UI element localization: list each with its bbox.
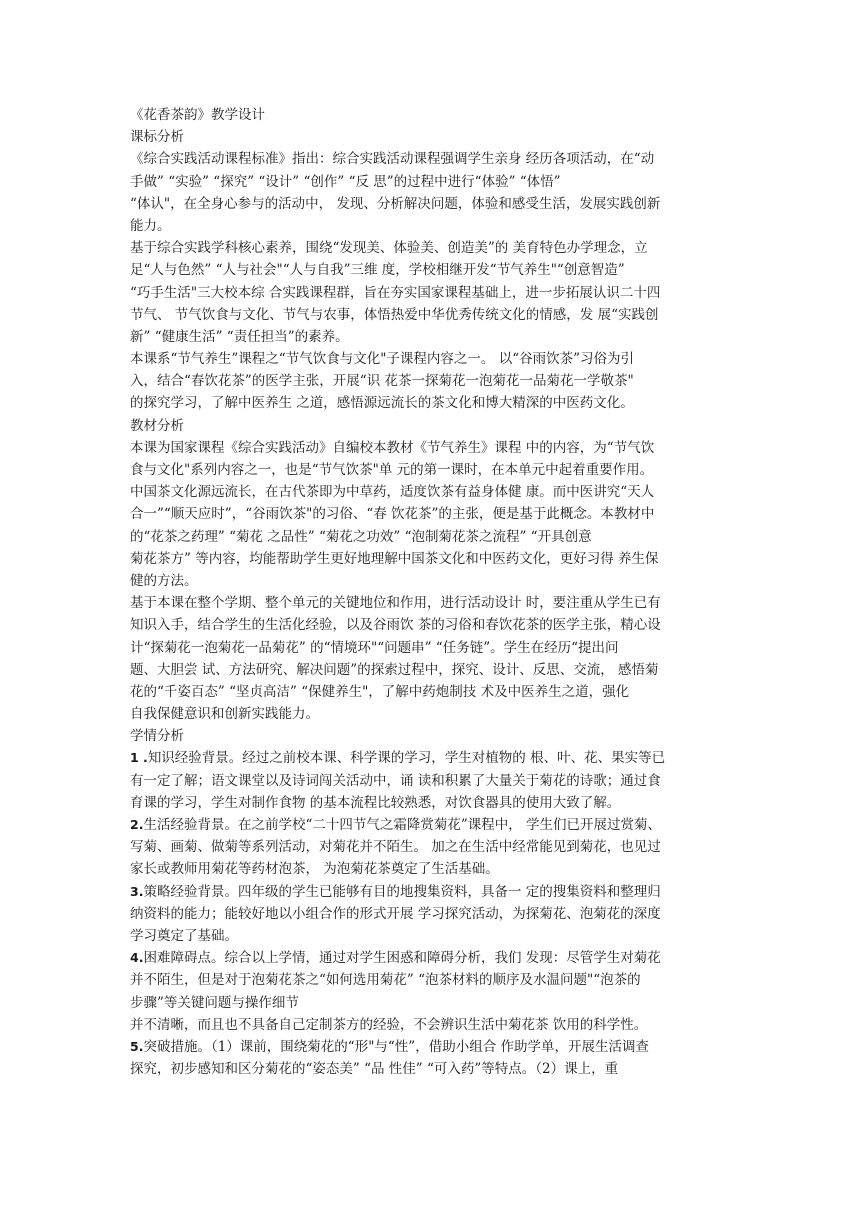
text-line: [130, 326, 730, 348]
text-line: [130, 1036, 730, 1058]
line-text: 纳资料的能力；能较好地以小组合作的形式开展 学习探究活动，为探菊花、泡菊花的深度: [130, 905, 661, 922]
text-line: [130, 1014, 730, 1036]
line-text: 食与文化"系列内容之一，也是“节气饮茶"单 元的第一课时，在本单元中起着重要作用。: [130, 462, 654, 478]
line-text: “巧手生活"三大校本综 合实践课程群，旨在夯实国家课程基础上，进一步拓展认识二十四: [130, 284, 661, 301]
line-text: 足“人与色然” “人与社会"“人与自我”三维 度，学校相继开发“节气养生"“创意智造”: [130, 262, 625, 279]
line-text: 育课的学习，学生对制作食物 的基本流程比较熟悉，对饮食器具的使用大致了解。: [130, 794, 621, 811]
line-text: 突破措施。（1）课前，围绕菊花的“形"与“性”，借助小组合 作助学单，开展生活调查: [143, 1038, 649, 1055]
line-text: 知识经验背景。经过之前校本课、科学课的学习，学生对植物的 根、叶、花、果实等已: [147, 750, 666, 767]
text-line: [130, 415, 730, 437]
line-text: 健的方法。: [130, 572, 198, 589]
text-line: [130, 925, 730, 947]
line-text: 知识入手，结合学生的生活化经验，以及谷雨饮 茶的习俗和春饮花茶的医学主张，精心设: [130, 617, 661, 634]
line-text: 本课系“节气养生”课程之“节气饮食与文化"子课程内容之一。 以“谷雨饮茶”习俗为引: [130, 351, 635, 368]
list-number: 5.: [130, 1038, 144, 1054]
text-line: [130, 437, 730, 459]
text-line: [130, 304, 730, 326]
line-text: 学情分析: [130, 728, 184, 745]
text-line: [130, 903, 730, 925]
text-line: [130, 503, 730, 525]
line-text: 基于综合实践学科核心素养，围绕“发现美、体验美、创造美”的 美育特色办学理念，立: [130, 240, 648, 257]
text-line: [130, 148, 730, 170]
text-line: [130, 725, 730, 747]
text-line: [130, 171, 730, 193]
text-line: [130, 858, 730, 880]
line-text: 合一”“顺天应时”，“谷雨饮茶"的习俗、“春 饮花茶”的主张，便是基于此概念。本教材中: [130, 506, 655, 523]
line-text: 课标分析: [130, 129, 184, 146]
line-text: 的“花茶之药理” “菊花 之品性” “菊花之功效” “泡制菊花茶之流程” “开具创意: [130, 528, 592, 545]
text-line: [130, 481, 730, 503]
line-text: 能力。: [130, 217, 171, 234]
list-number: 1 .: [130, 750, 148, 766]
text-line: [130, 282, 730, 304]
text-line: [130, 193, 730, 215]
line-text: 中国茶文化源远流长，在古代茶即为中草药，适度饮茶有益身体健 康。而中医讲究“天人: [130, 484, 655, 501]
line-text: 有一定了解；语文课堂以及诗词闯关活动中，诵 读和积累了大量关于菊花的诗歌；通过食: [130, 772, 661, 789]
line-text: 步骤”等关键问题与操作细节: [130, 994, 299, 1011]
line-text: 菊花茶方” 等内容，均能帮助学生更好地理解中国茶文化和中医药文化，更好习得 养生保: [130, 550, 659, 567]
line-text: 教材分析: [130, 417, 184, 434]
line-text: 新” “健康生活” “责任担当”的素养。: [130, 328, 349, 345]
line-text: 计“探菊花一泡菊花一品菊花” 的“情境环"“问题串” “任务链”。学生在经历“提出问: [130, 639, 619, 656]
line-text: 并不清晰，而且也不具备自己定制茶方的经验，不会辨识生活中菊花茶 饮用的科学性。: [130, 1016, 648, 1033]
text-line: [130, 215, 730, 237]
line-text: 《花香茶韵》教学设计: [130, 107, 265, 123]
line-text: 策略经验背景。四年级的学生已能够有目的地搜集资料，具备一 定的搜集资料和整理归: [143, 883, 661, 900]
text-line: [130, 969, 730, 991]
text-line: [130, 459, 730, 481]
text-line: [130, 570, 730, 592]
text-line: [130, 614, 730, 636]
text-line: [130, 770, 730, 792]
text-line: [130, 703, 730, 725]
line-text: 节气、 节气饮食与文化、节气与农事，体悟热爱中华优秀传统文化的情感，发 展“实践创: [130, 306, 659, 323]
text-line: [130, 992, 730, 1014]
text-line: [130, 548, 730, 570]
text-line: [130, 592, 730, 614]
line-text: 学习奠定了基础。: [130, 927, 238, 944]
line-text: 写菊、画菊、做菊等系列活动，对菊花并不陌生。 加之在生活中经常能见到菊花，也见过: [130, 839, 661, 856]
line-text: 并不陌生，但是对于泡菊花茶之“如何选用菊花” “泡茶材料的顺序及水温问题"“泡茶的: [130, 972, 641, 989]
text-line: [130, 259, 730, 281]
line-text: 入，结合“春饮花茶”的医学主张，开展“识 花茶一探菊花一泡菊花一品菊花一学敬茶": [130, 373, 634, 390]
text-line: [130, 1058, 730, 1080]
text-line: [130, 947, 730, 969]
text-line: [130, 370, 730, 392]
text-line: [130, 659, 730, 681]
text-line: [130, 681, 730, 703]
line-text: 题、大胆尝 试、方法研究、解决问题”的探索过程中，探究、设计、反思、交流， 感悟菊: [130, 661, 659, 678]
list-number: 3.: [130, 883, 144, 899]
document-body: [130, 104, 730, 1080]
text-line: [130, 814, 730, 836]
text-line: [130, 526, 730, 548]
line-text: 的探究学习，了解中医养生 之道，感悟源远流长的茶文化和博大精深的中医药文化。: [130, 395, 634, 412]
list-number: 2.: [130, 817, 144, 832]
text-line: [130, 881, 730, 903]
line-text: 《综合实践活动课程标准》指出：综合实践活动课程强调学生亲身 经历各项活动，在“动: [130, 151, 655, 168]
line-text: “体认"，在全身心参与的活动中， 发现、分析解决问题，体验和感受生活，发展实践创新: [130, 195, 661, 212]
line-text: 生活经验背景。在之前学校“二十四节气之霜降赏菊花”课程中， 学生们已开展过赏菊、: [143, 817, 662, 833]
text-line: [130, 637, 730, 659]
line-text: 花的“千姿百态” “坚贞高洁” “保健养生"，了解中药炮制技 术及中医养生之道，强化: [130, 683, 630, 700]
text-line: [130, 392, 730, 414]
text-line: [130, 348, 730, 370]
line-text: 本课为国家课程《综合实践活动》自编校本教材《节气养生》课程 中的内容，为“节气饮: [130, 439, 655, 456]
text-line: [130, 237, 730, 259]
text-line: [130, 104, 730, 126]
line-text: 家长或教师用菊花等药材泡茶， 为泡菊花茶奠定了生活基础。: [130, 861, 499, 878]
line-text: 手做” “实验” “探究” “设计” “创作” “反 思”的过程中进行“体验” “体悟”: [130, 173, 561, 190]
line-text: 困难障碍点。综合以上学情，通过对学生困惑和障碍分析，我们 发现：尽管学生对菊花: [143, 950, 661, 967]
line-text: 基于本课在整个学期、整个单元的关键地位和作用，进行活动设计 时，要注重从学生已有: [130, 595, 661, 612]
text-line: [130, 792, 730, 814]
text-line: [130, 836, 730, 858]
line-text: 自我保健意识和创新实践能力。: [130, 706, 319, 723]
text-line: [130, 126, 730, 148]
list-number: 4.: [130, 950, 144, 966]
line-text: 探究，初步感知和区分菊花的“姿态美” “品 性佳” “可入药”等特点。（2）课上，重: [130, 1061, 619, 1078]
text-line: [130, 747, 730, 769]
